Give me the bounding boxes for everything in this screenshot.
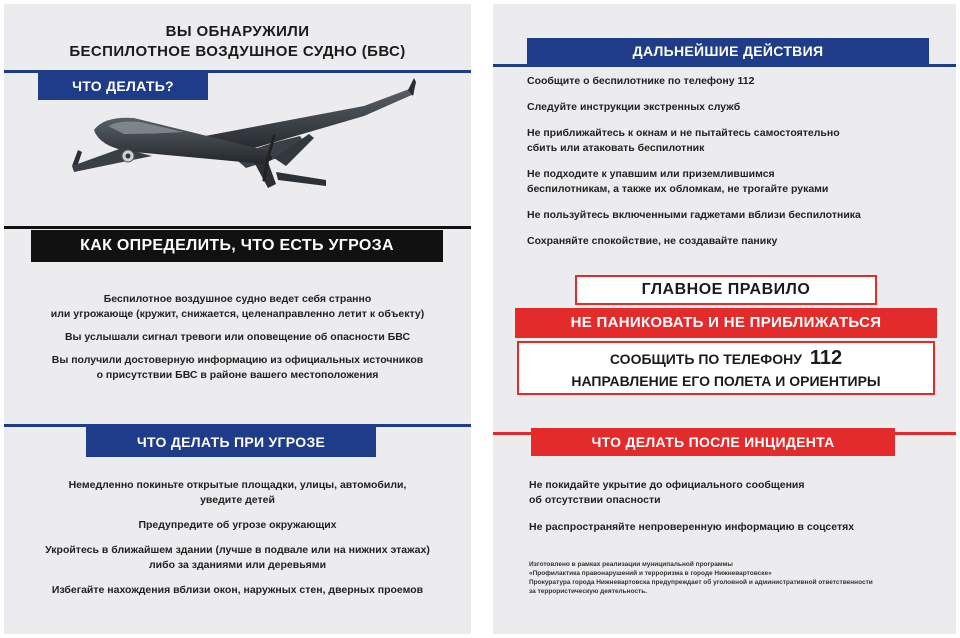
list-item: Беспилотное воздушное судно ведет себя странно или угрожающе (кружит, снижается, целенаправленно летит к объекту)	[50, 293, 425, 320]
after-list	[529, 478, 949, 535]
list-item: Следуйте инструкции экстренных служб	[527, 101, 741, 113]
report-phone: 112	[809, 347, 843, 369]
after-heading: ЧТО ДЕЛАТЬ ПОСЛЕ ИНЦИДЕНТА	[531, 428, 895, 456]
list-item: Вы получили достоверную информацию из официальных источников о присутствии БВС в районе вашего местоположения	[51, 354, 424, 381]
report-text: СООБЩИТЬ ПО ТЕЛЕФОНУ	[609, 351, 802, 367]
list-item: Не пользуйтесь включенными гаджетами вблизи беспилотника	[527, 209, 861, 221]
threat-list	[14, 292, 461, 383]
report-line1	[519, 346, 933, 371]
threat-heading: КАК ОПРЕДЕЛИТЬ, ЧТО ЕСТЬ УГРОЗА	[31, 230, 443, 262]
main-rule-box: ГЛАВНОЕ ПРАВИЛО	[575, 275, 877, 305]
what-to-do-tag: ЧТО ДЕЛАТЬ?	[38, 72, 208, 100]
list-item: Не распространяйте непроверенную информацию в соцсетях	[529, 521, 855, 533]
poster-title-line2: БЕСПИЛОТНОЕ ВОЗДУШНОЕ СУДНО (БВС)	[69, 43, 406, 60]
further-heading: ДАЛЬНЕЙШИЕ ДЕЙСТВИЯ	[527, 38, 929, 64]
drone-illustration	[64, 76, 424, 194]
poster-title-line1: ВЫ ОБНАРУЖИЛИ	[165, 23, 310, 40]
list-item: Укройтесь в ближайшем здании (лучше в подвале или на нижних этажах) либо за зданиями или деревьями	[45, 544, 430, 571]
right-poster	[493, 4, 956, 634]
list-item: Вы услышали сигнал тревоги или оповещение об опасности БВС	[64, 331, 411, 343]
list-item: Не подходите к упавшим или приземлившимся беспилотникам, а также их обломкам, не трогайте руками	[527, 168, 829, 195]
divider-top	[493, 64, 956, 67]
list-item: Сообщите о беспилотнике по телефону 112	[527, 75, 755, 87]
action-list	[14, 478, 461, 598]
action-heading: ЧТО ДЕЛАТЬ ПРИ УГРОЗЕ	[86, 427, 376, 457]
no-panic-banner: НЕ ПАНИКОВАТЬ И НЕ ПРИБЛИЖАТЬСЯ	[515, 308, 937, 338]
report-line2: НАПРАВЛЕНИЕ ЕГО ПОЛЕТА И ОРИЕНТИРЫ	[571, 373, 881, 389]
list-item: Не покидайте укрытие до официального сообщения об отсутствии опасности	[529, 479, 805, 506]
footer-note: Изготовлено в рамках реализации муниципальной программы «Профилактика правонарушений и терроризма в городе Нижневартовске» Прокуратура города Нижневартовска предупреждает об уголовной и административной ответственности за террористическую деятельность.	[529, 561, 873, 595]
list-item: Предупредите об угрозе окружающих	[138, 519, 337, 531]
list-item: Не приближайтесь к окнам и не пытайтесь самостоятельно сбить или атаковать беспилотник	[527, 127, 840, 154]
list-item: Избегайте нахождения вблизи окон, наружных стен, дверных проемов	[51, 584, 424, 596]
poster-title	[4, 22, 471, 62]
divider-black	[4, 226, 471, 229]
further-list	[527, 74, 947, 249]
list-item: Сохраняйте спокойствие, не создавайте панику	[527, 235, 778, 247]
list-item: Немедленно покиньте открытые площадки, улицы, автомобили, уведите детей	[68, 479, 407, 506]
left-poster	[4, 4, 471, 634]
report-box	[517, 341, 935, 395]
